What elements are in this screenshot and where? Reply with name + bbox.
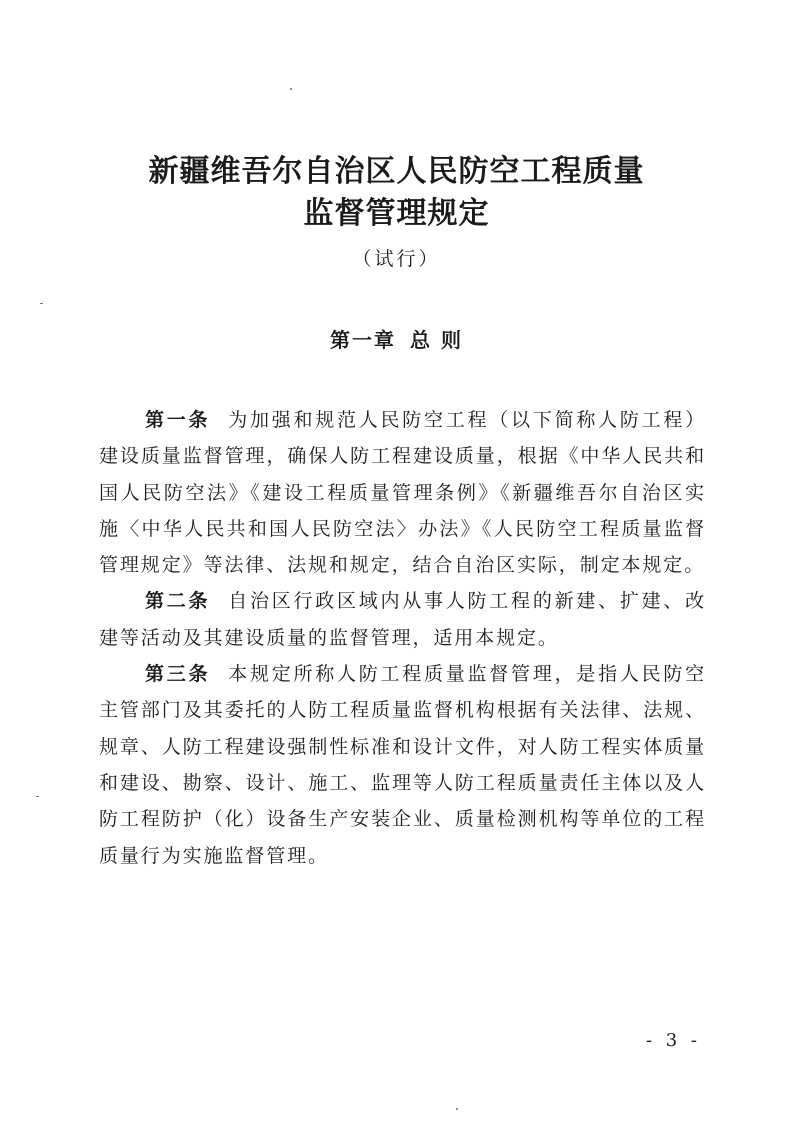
scan-speck [40, 303, 43, 304]
article-text: 为加强和规范人民防空工程（以下简称人防工程）建设质量监督管理，确保人防工程建设质量，根据《中华人民共和国人民防空法》《建设工程质量管理条例》《新疆维吾尔自治区实施〈中华人民共和国人民防空法〉办法》《人民防空工程质量监督管理规定》等法律、法规和规定，结合自治区实际，制定本规定。 [99, 409, 706, 577]
scan-speck [36, 796, 39, 797]
scan-speck [290, 88, 292, 90]
document-title-line1: 新疆维吾尔自治区人民防空工程质量 [148, 154, 645, 189]
chapter-name: 总 则 [410, 328, 463, 352]
chapter-number: 第一章 [330, 328, 397, 352]
document-subtitle: （试行） [352, 248, 441, 270]
article-number: 第一条 [145, 409, 211, 431]
article-list [99, 402, 706, 874]
page-number: - 3 - [645, 1030, 701, 1051]
article-number: 第三条 [145, 663, 211, 686]
scan-speck [456, 1108, 458, 1110]
article-paragraph [99, 656, 706, 874]
article-paragraph [99, 402, 706, 583]
article-text: 自治区行政区域内从事人防工程的新建、扩建、改建等活动及其建设质量的监督管理，适用本规定。 [99, 590, 706, 649]
article-paragraph [99, 583, 706, 656]
article-number: 第二条 [145, 590, 211, 613]
document-title-line2: 监督管理规定 [303, 196, 490, 231]
article-text: 本规定所称人防工程质量监督管理，是指人民防空主管部门及其委托的人防工程质量监督机构根据有关法律、法规、规章、人防工程建设强制性标准和设计文件，对人防工程实体质量和建设、勘察、设计、施工、监理等人防工程质量责任主体以及人防工程防护（化）设备生产安装企业、质量检测机构等单位的工程质量行为实施监督管理。 [99, 663, 706, 867]
chapter-heading [0, 327, 793, 353]
